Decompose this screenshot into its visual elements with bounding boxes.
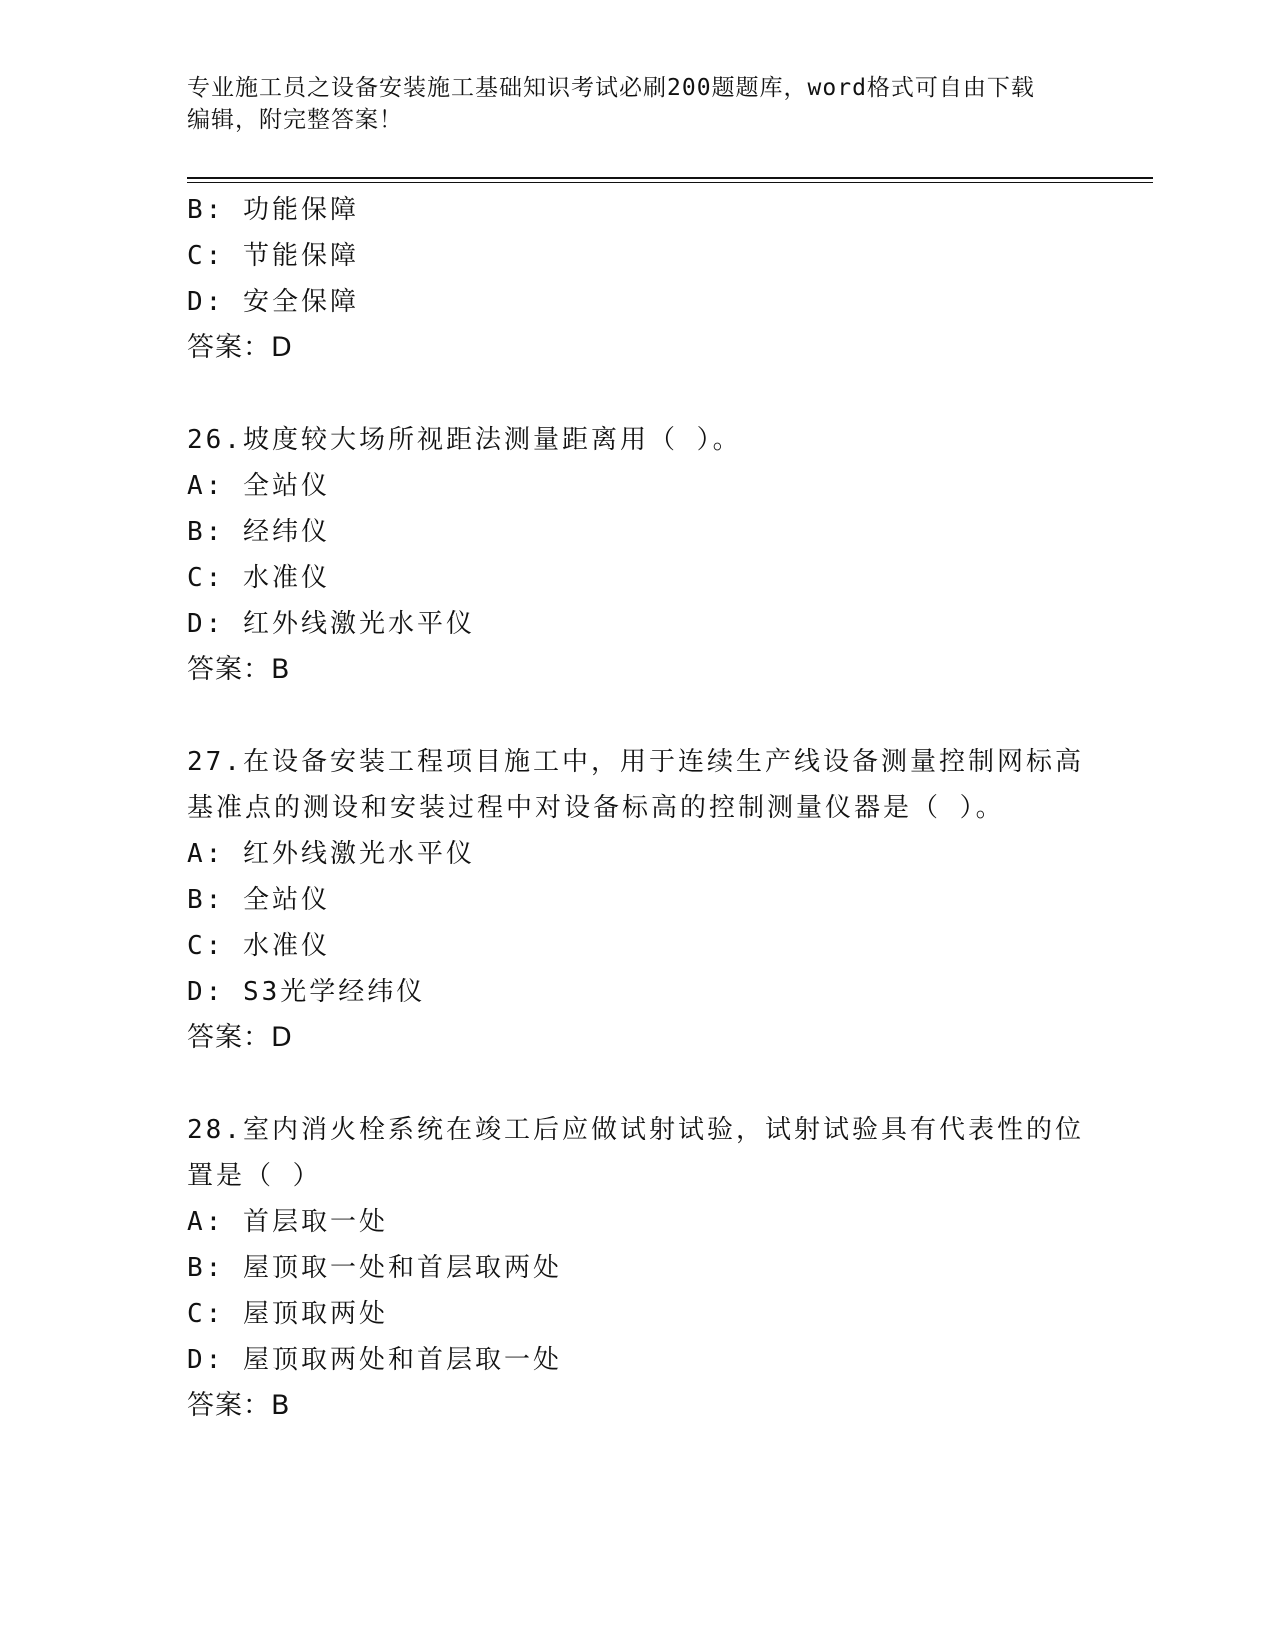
option-b: B: 屋顶取一处和首层取两处 (187, 1253, 562, 1283)
question-28 (187, 1107, 1087, 1429)
option-c: C: 节能保障 (187, 241, 359, 271)
option-b: B: 全站仪 (187, 885, 330, 915)
option-d: D: 屋顶取两处和首层取一处 (187, 1345, 562, 1375)
question-list (187, 187, 1087, 1429)
question-text-line-2: 置是（ ） (187, 1161, 322, 1191)
page-header (187, 72, 1087, 136)
answer-label: 答案：D (187, 332, 293, 363)
option-d: D: 红外线激光水平仪 (187, 609, 475, 639)
question-text: 26.坡度较大场所视距法测量距离用（ ）。 (187, 425, 742, 455)
spacer (187, 1061, 1087, 1107)
spacer (187, 371, 1087, 417)
answer-label: 答案：D (187, 1022, 293, 1053)
option-a: A: 全站仪 (187, 471, 330, 501)
option-c: C: 屋顶取两处 (187, 1299, 388, 1329)
question-25 (187, 187, 1087, 371)
option-c: C: 水准仪 (187, 931, 330, 961)
question-26 (187, 417, 1087, 693)
question-27 (187, 739, 1087, 1061)
option-a: A: 红外线激光水平仪 (187, 839, 475, 869)
question-text-line-1: 28.室内消火栓系统在竣工后应做试射试验，试射试验具有代表性的位 (187, 1115, 1084, 1145)
answer-label: 答案：B (187, 654, 291, 685)
header-divider-thin (187, 182, 1153, 183)
header-line-1: 专业施工员之设备安装施工基础知识考试必刷200题题库，word格式可自由下载 (187, 75, 1035, 101)
option-a: A: 首层取一处 (187, 1207, 388, 1237)
spacer (187, 693, 1087, 739)
option-b: B: 经纬仪 (187, 517, 330, 547)
option-d: D: 安全保障 (187, 287, 359, 317)
option-b: B: 功能保障 (187, 195, 359, 225)
option-c: C: 水准仪 (187, 563, 330, 593)
option-d: D: S3光学经纬仪 (187, 977, 426, 1007)
question-text-line-2: 基准点的测设和安装过程中对设备标高的控制测量仪器是（ ）。 (187, 793, 1005, 823)
question-text-line-1: 27.在设备安装工程项目施工中，用于连续生产线设备测量控制网标高 (187, 747, 1084, 777)
header-line-2: 编辑，附完整答案！ (187, 107, 403, 133)
header-divider-thick (187, 177, 1153, 179)
answer-label: 答案：B (187, 1390, 291, 1421)
